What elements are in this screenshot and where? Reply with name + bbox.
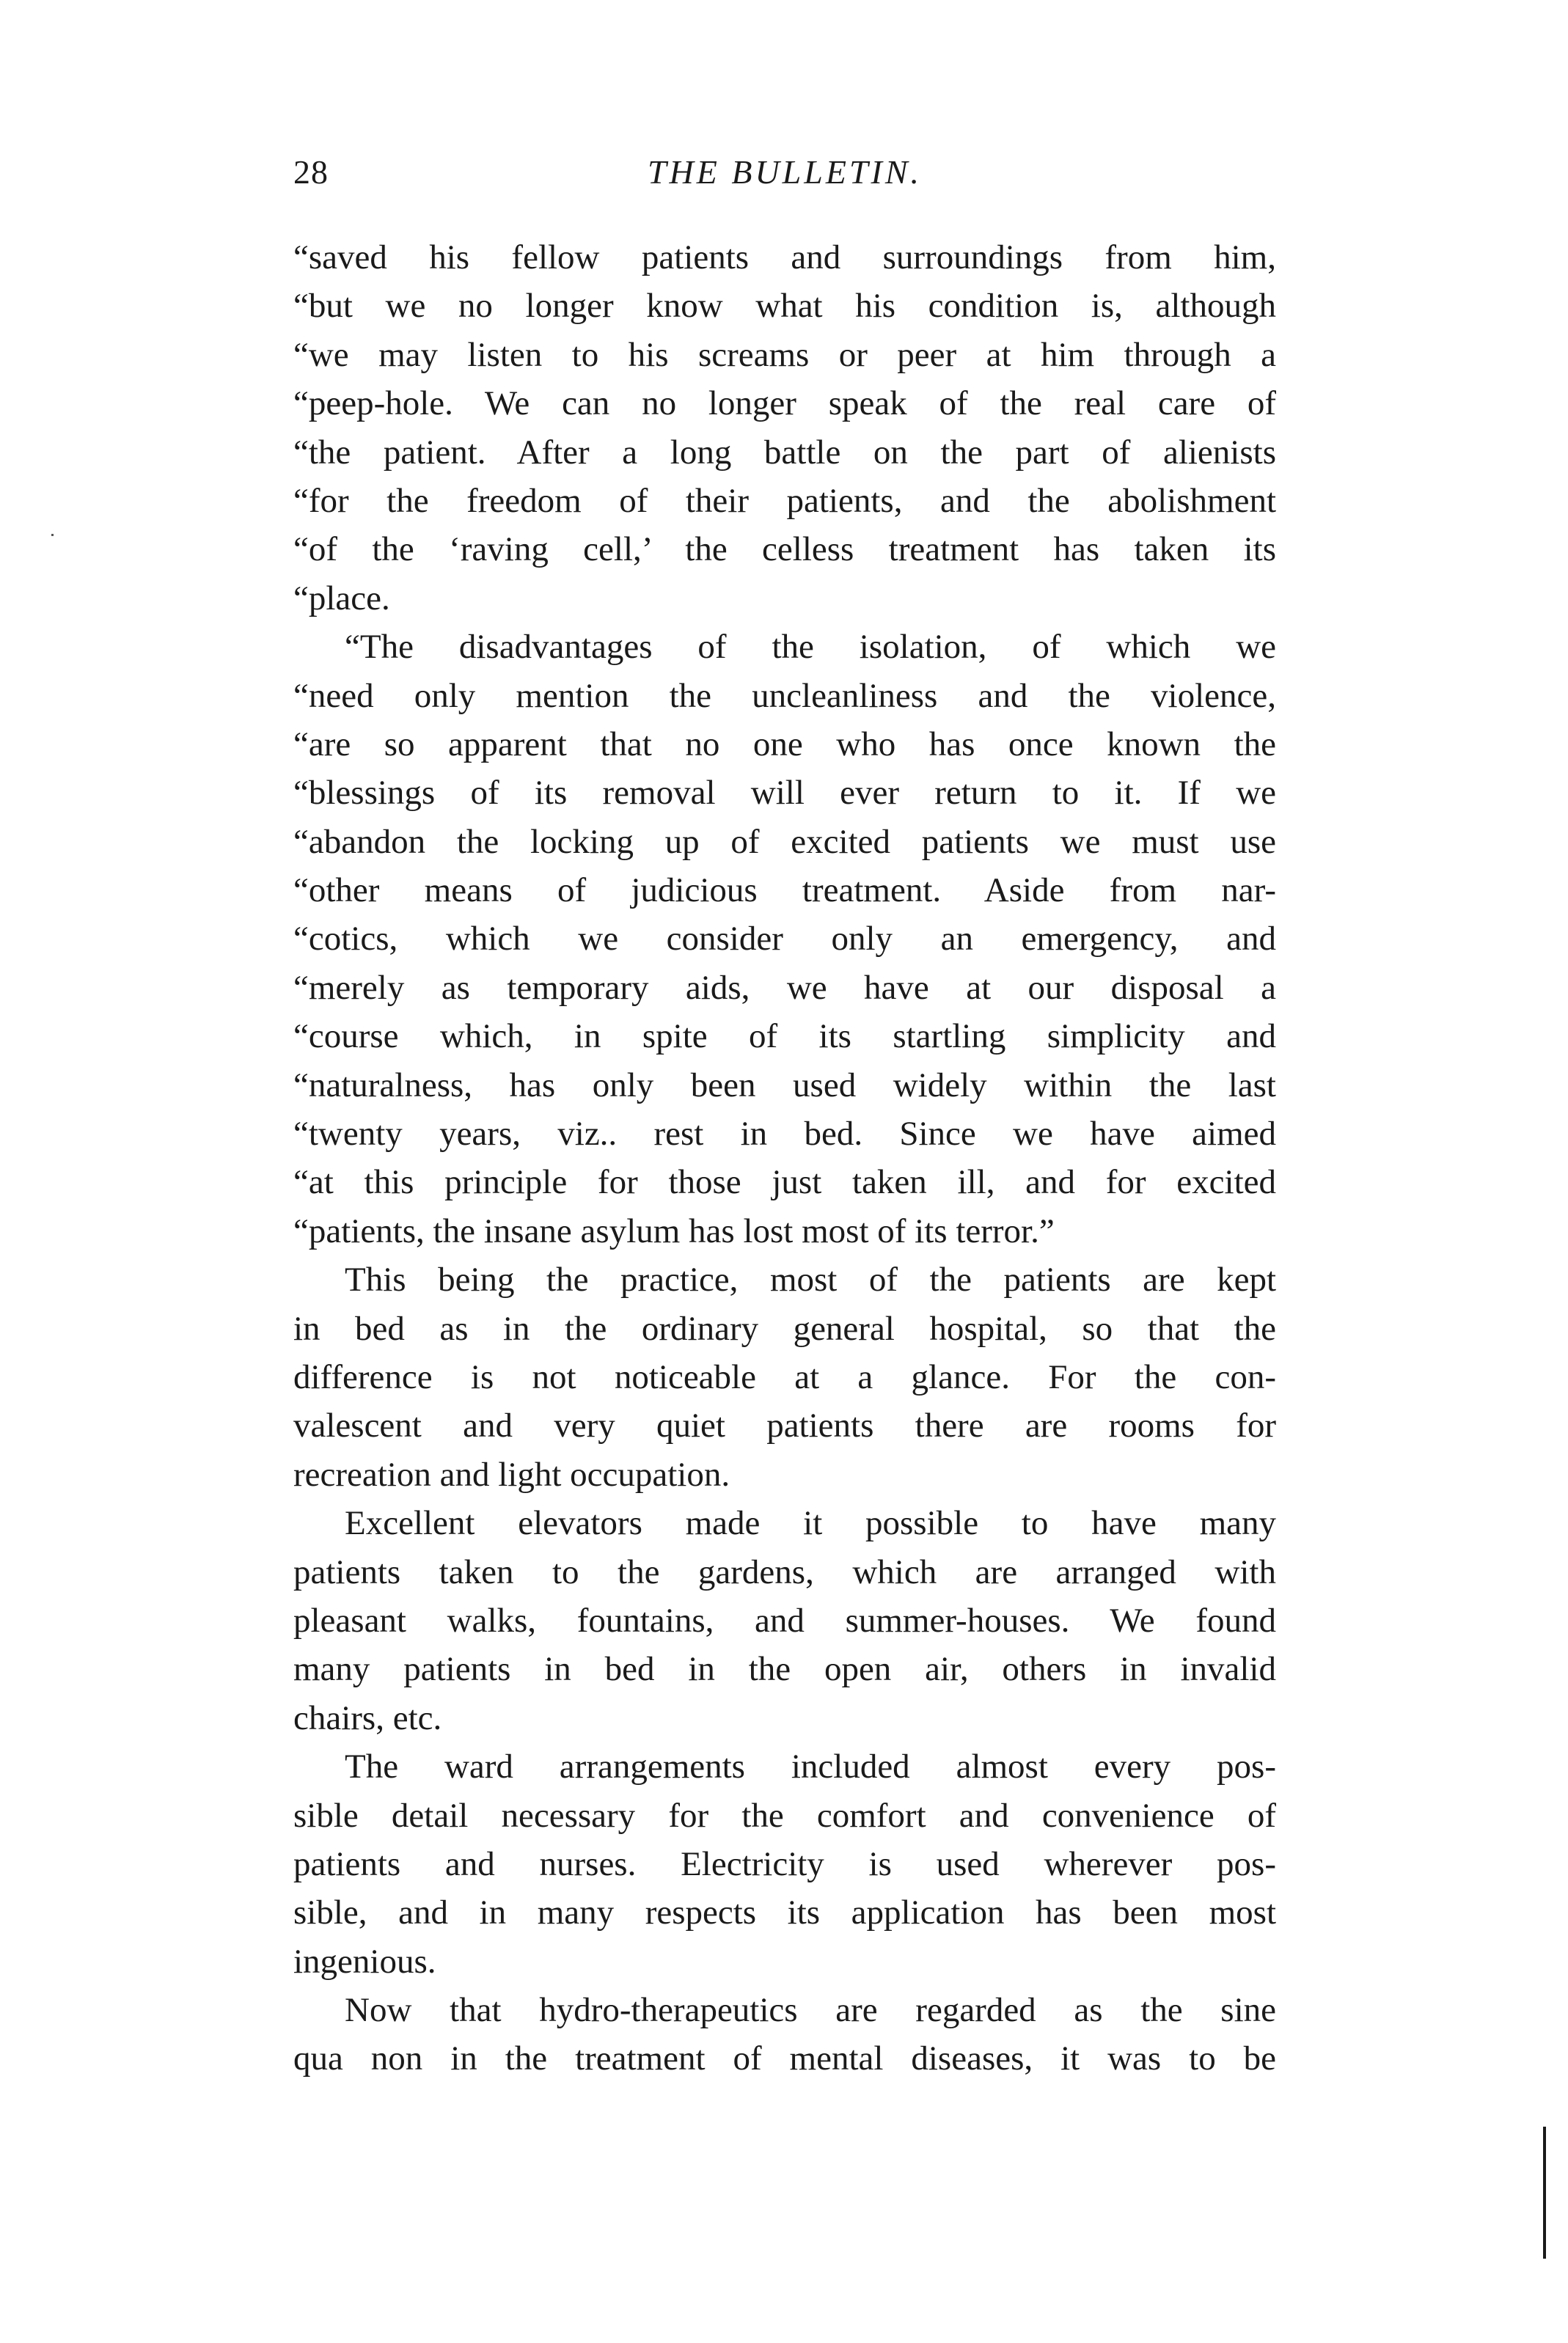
scan-speck — [51, 534, 54, 536]
running-title: THE BULLETIN. — [647, 153, 923, 191]
text-line: “course which, in spite of its startling simplicity and — [293, 1017, 1276, 1056]
paragraph-start-line: Excellent elevators made it possible to have many — [345, 1504, 1276, 1543]
body-text — [293, 233, 1276, 2083]
text-line: “naturalness, has only been used widely within the last — [293, 1066, 1276, 1104]
text-line: patients and nurses. Electricity is used wherever pos- — [293, 1844, 1276, 1883]
page-number: 28 — [293, 153, 329, 191]
text-line: valescent and very quiet patients there are rooms for — [293, 1407, 1276, 1445]
text-line: “peep-hole. We can no longer speak of the real care of — [293, 384, 1276, 423]
text-line: difference is not noticeable at a glance. For the con- — [293, 1357, 1276, 1396]
text-line: “abandon the locking up of excited patients we must use — [293, 822, 1276, 861]
text-line: chairs, etc. — [293, 1698, 442, 1737]
text-line: “merely as temporary aids, we have at our disposal a — [293, 968, 1276, 1007]
paragraph-start-line: This being the practice, most of the patients are kept — [345, 1261, 1276, 1299]
text-line: “blessings of its removal will ever return to it. If we — [293, 774, 1276, 813]
text-line: “need only mention the uncleanliness and the violence, — [293, 676, 1276, 715]
text-line: “patients, the insane asylum has lost most of its terror.” — [293, 1211, 1055, 1250]
text-line: “cotics, which we consider only an emergency, and — [293, 920, 1276, 958]
text-line: “are so apparent that no one who has once known the — [293, 725, 1276, 763]
text-line: ingenious. — [293, 1942, 436, 1981]
text-line: “of the ‘raving cell,’ the celless treatment has taken its — [293, 530, 1276, 569]
text-line: “twenty years, viz.. rest in bed. Since we have aimed — [293, 1115, 1276, 1154]
text-line: “other means of judicious treatment. Aside from nar- — [293, 871, 1276, 910]
text-line: patients taken to the gardens, which are arranged with — [293, 1552, 1276, 1591]
text-line: “place. — [293, 579, 390, 617]
text-line: “we may listen to his screams or peer at him through a — [293, 335, 1276, 374]
text-line: “for the freedom of their patients, and the abolishment — [293, 481, 1276, 520]
paragraph-start-line: “The disadvantages of the isolation, of which we — [345, 628, 1276, 667]
text-line: sible, and in many respects its application has been most — [293, 1893, 1276, 1932]
paragraph-start-line: Now that hydro-therapeutics are regarded as the sine — [345, 1991, 1276, 2030]
text-line: pleasant walks, fountains, and summer-houses. We found — [293, 1601, 1276, 1640]
text-line: in bed as in the ordinary general hospital, so that the — [293, 1309, 1276, 1348]
margin-scan-mark — [1543, 2127, 1546, 2259]
text-line: “at this principle for those just taken ill, and for excited — [293, 1163, 1276, 1202]
paragraph-start-line: The ward arrangements included almost every pos- — [345, 1748, 1276, 1786]
text-line: “but we no longer know what his condition is, although — [293, 287, 1276, 326]
text-line: many patients in bed in the open air, others in invalid — [293, 1650, 1276, 1689]
text-line: “the patient. After a long battle on the part of alienists — [293, 433, 1276, 472]
page-header — [293, 147, 1276, 198]
text-line: “saved his fellow patients and surroundings from him, — [293, 238, 1276, 276]
text-line: sible detail necessary for the comfort and convenience of — [293, 1796, 1276, 1835]
text-line: qua non in the treatment of mental diseases, it was to be — [293, 2039, 1276, 2078]
text-line: recreation and light occupation. — [293, 1455, 730, 1494]
